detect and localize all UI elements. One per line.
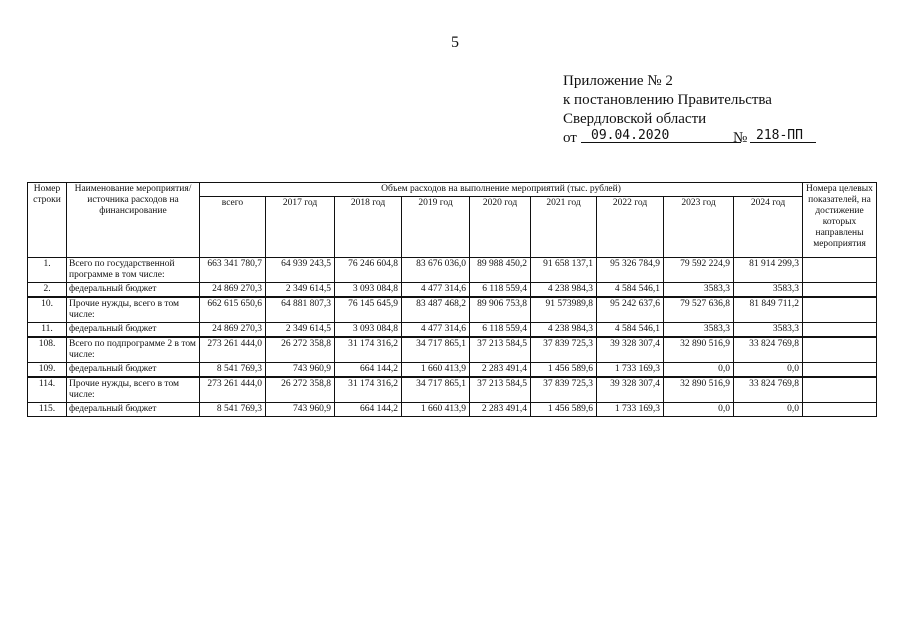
- value-cell: 32 890 516,9: [664, 337, 734, 363]
- resolution-number: 218-ПП: [750, 126, 816, 143]
- value-cell: 2 349 614,5: [266, 283, 335, 298]
- value-cell: 95 242 637,6: [597, 297, 664, 323]
- row-number-cell: 108.: [28, 337, 67, 363]
- value-cell: 3583,3: [664, 283, 734, 298]
- value-cell: 1 660 413,9: [402, 363, 470, 378]
- header-year-5: 2021 год: [531, 197, 597, 258]
- page-number: 5: [451, 34, 459, 51]
- table-row: [28, 258, 877, 283]
- value-cell: 95 326 784,9: [597, 258, 664, 283]
- value-cell: 76 246 604,8: [335, 258, 402, 283]
- value-cell: 79 592 224,9: [664, 258, 734, 283]
- appendix-header: [563, 72, 803, 148]
- indicators-cell: [803, 283, 877, 298]
- row-name-cell: федеральный бюджет: [67, 403, 200, 417]
- row-number-cell: 10.: [28, 297, 67, 323]
- value-cell: 39 328 307,4: [597, 377, 664, 403]
- appendix-region-line: Свердловской области: [563, 111, 707, 127]
- row-number-cell: 109.: [28, 363, 67, 378]
- indicators-cell: [803, 258, 877, 283]
- value-cell: 91 658 137,1: [531, 258, 597, 283]
- value-cell: 1 660 413,9: [402, 403, 470, 417]
- value-cell: 33 824 769,8: [734, 377, 803, 403]
- header-row-number: Номер строки: [28, 183, 67, 258]
- table-row: [28, 297, 877, 323]
- row-name-cell: федеральный бюджет: [67, 283, 200, 298]
- value-cell: 37 839 725,3: [531, 377, 597, 403]
- value-cell: 3 093 084,8: [335, 323, 402, 338]
- value-cell: 664 144,2: [335, 403, 402, 417]
- value-cell: 37 213 584,5: [470, 377, 531, 403]
- row-number-cell: 11.: [28, 323, 67, 338]
- value-cell: 2 283 491,4: [470, 363, 531, 378]
- value-cell: 1 733 169,3: [597, 403, 664, 417]
- value-cell: 2 349 614,5: [266, 323, 335, 338]
- value-cell: 664 144,2: [335, 363, 402, 378]
- appendix-date-number-line: [563, 128, 803, 148]
- value-cell: 24 869 270,3: [200, 323, 266, 338]
- value-cell: 39 328 307,4: [597, 337, 664, 363]
- value-cell: 64 881 807,3: [266, 297, 335, 323]
- value-cell: 4 584 546,1: [597, 323, 664, 338]
- table-row: [28, 323, 877, 338]
- value-cell: 89 906 753,8: [470, 297, 531, 323]
- table-row: [28, 403, 877, 417]
- row-name-cell: федеральный бюджет: [67, 363, 200, 378]
- from-label: от: [563, 130, 577, 146]
- value-cell: 0,0: [734, 363, 803, 378]
- header-name: Наименование мероприятия/ источника расходов на финансирование: [67, 183, 200, 258]
- header-year-0: всего: [200, 197, 266, 258]
- header-year-4: 2020 год: [470, 197, 531, 258]
- value-cell: 33 824 769,8: [734, 337, 803, 363]
- value-cell: 91 573989,8: [531, 297, 597, 323]
- value-cell: 24 869 270,3: [200, 283, 266, 298]
- value-cell: 1 456 589,6: [531, 363, 597, 378]
- value-cell: 32 890 516,9: [664, 377, 734, 403]
- value-cell: 8 541 769,3: [200, 363, 266, 378]
- indicators-cell: [803, 363, 877, 378]
- value-cell: 83 676 036,0: [402, 258, 470, 283]
- value-cell: 34 717 865,1: [402, 377, 470, 403]
- value-cell: 273 261 444,0: [200, 337, 266, 363]
- row-number-cell: 1.: [28, 258, 67, 283]
- header-year-1: 2017 год: [266, 197, 335, 258]
- value-cell: 662 615 650,6: [200, 297, 266, 323]
- row-name-cell: Прочие нужды, всего в том числе:: [67, 377, 200, 403]
- value-cell: 37 839 725,3: [531, 337, 597, 363]
- header-year-7: 2023 год: [664, 197, 734, 258]
- value-cell: 81 914 299,3: [734, 258, 803, 283]
- budget-table: [27, 182, 877, 417]
- table-row: [28, 283, 877, 298]
- value-cell: 37 213 584,5: [470, 337, 531, 363]
- value-cell: 663 341 780,7: [200, 258, 266, 283]
- indicators-cell: [803, 297, 877, 323]
- value-cell: 83 487 468,2: [402, 297, 470, 323]
- row-number-cell: 115.: [28, 403, 67, 417]
- indicators-cell: [803, 377, 877, 403]
- table-row: [28, 337, 877, 363]
- value-cell: 31 174 316,2: [335, 337, 402, 363]
- value-cell: 743 960,9: [266, 403, 335, 417]
- appendix-resolution-line: к постановлению Правительства: [563, 92, 772, 108]
- value-cell: 4 477 314,6: [402, 323, 470, 338]
- resolution-date: 09.04.2020: [581, 126, 741, 143]
- value-cell: 89 988 450,2: [470, 258, 531, 283]
- row-name-cell: Всего по государственной программе в том числе:: [67, 258, 200, 283]
- value-cell: 26 272 358,8: [266, 337, 335, 363]
- value-cell: 2 283 491,4: [470, 403, 531, 417]
- header-indicators: Номера целевых показателей, на достижение которых направлены мероприятия: [803, 183, 877, 258]
- value-cell: 3583,3: [734, 283, 803, 298]
- table-body: [28, 258, 877, 417]
- value-cell: 4 477 314,6: [402, 283, 470, 298]
- value-cell: 743 960,9: [266, 363, 335, 378]
- value-cell: 4 584 546,1: [597, 283, 664, 298]
- appendix-title: Приложение № 2: [563, 73, 673, 89]
- value-cell: 34 717 865,1: [402, 337, 470, 363]
- value-cell: 4 238 984,3: [531, 323, 597, 338]
- value-cell: 0,0: [664, 403, 734, 417]
- value-cell: 0,0: [734, 403, 803, 417]
- value-cell: 31 174 316,2: [335, 377, 402, 403]
- value-cell: 0,0: [664, 363, 734, 378]
- value-cell: 8 541 769,3: [200, 403, 266, 417]
- value-cell: 26 272 358,8: [266, 377, 335, 403]
- indicators-cell: [803, 337, 877, 363]
- table-row: [28, 363, 877, 378]
- value-cell: 6 118 559,4: [470, 323, 531, 338]
- value-cell: 64 939 243,5: [266, 258, 335, 283]
- header-year-6: 2022 год: [597, 197, 664, 258]
- number-label: №: [733, 130, 748, 146]
- value-cell: 1 456 589,6: [531, 403, 597, 417]
- value-cell: 3 093 084,8: [335, 283, 402, 298]
- value-cell: 273 261 444,0: [200, 377, 266, 403]
- value-cell: 3583,3: [734, 323, 803, 338]
- row-number-cell: 2.: [28, 283, 67, 298]
- header-year-8: 2024 год: [734, 197, 803, 258]
- indicators-cell: [803, 403, 877, 417]
- indicators-cell: [803, 323, 877, 338]
- row-name-cell: федеральный бюджет: [67, 323, 200, 338]
- row-name-cell: Всего по подпрограмме 2 в том числе:: [67, 337, 200, 363]
- header-year-2: 2018 год: [335, 197, 402, 258]
- value-cell: 3583,3: [664, 323, 734, 338]
- header-year-3: 2019 год: [402, 197, 470, 258]
- value-cell: 4 238 984,3: [531, 283, 597, 298]
- value-cell: 79 527 636,8: [664, 297, 734, 323]
- table-row: [28, 377, 877, 403]
- value-cell: 1 733 169,3: [597, 363, 664, 378]
- row-name-cell: Прочие нужды, всего в том числе:: [67, 297, 200, 323]
- header-volume: Объем расходов на выполнение мероприятий (тыс. рублей): [200, 183, 803, 197]
- value-cell: 81 849 711,2: [734, 297, 803, 323]
- value-cell: 76 145 645,9: [335, 297, 402, 323]
- value-cell: 6 118 559,4: [470, 283, 531, 298]
- row-number-cell: 114.: [28, 377, 67, 403]
